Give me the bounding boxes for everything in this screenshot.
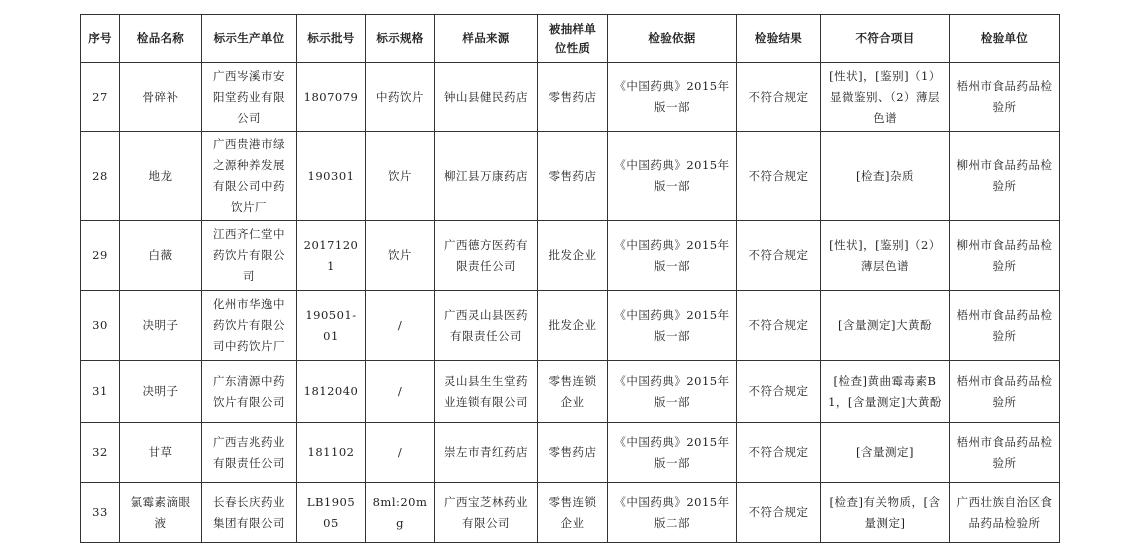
- cell-nonconforming-items: [性状]，[鉴别]（2）薄层色谱: [821, 221, 950, 291]
- cell-sample-source: 广西德方医药有限责任公司: [435, 221, 538, 291]
- cell-manufacturer: 化州市华逸中药饮片有限公司中药饮片厂: [202, 291, 297, 361]
- cell-test-basis: 《中国药典》2015年版一部: [608, 221, 737, 291]
- cell-seq: 30: [81, 291, 120, 361]
- cell-test-basis: 《中国药典》2015年版一部: [608, 132, 737, 221]
- table-row: [81, 221, 1060, 291]
- cell-sampled-unit-type: 批发企业: [538, 221, 608, 291]
- cell-manufacturer: 广西吉兆药业有限责任公司: [202, 423, 297, 483]
- table-row: [81, 63, 1060, 132]
- cell-sampled-unit-type: 零售连锁企业: [538, 483, 608, 543]
- cell-test-basis: 《中国药典》2015年版二部: [608, 483, 737, 543]
- cell-batch-no: 190301: [297, 132, 366, 221]
- cell-test-basis: 《中国药典》2015年版一部: [608, 63, 737, 132]
- header-manufacturer: 标示生产单位: [202, 15, 297, 63]
- cell-test-result: 不符合规定: [737, 361, 821, 423]
- cell-nonconforming-items: [检查]有关物质，[含量测定]: [821, 483, 950, 543]
- header-sample-source: 样品来源: [435, 15, 538, 63]
- cell-nonconforming-items: [含量测定]: [821, 423, 950, 483]
- cell-manufacturer: 广东清源中药饮片有限公司: [202, 361, 297, 423]
- header-test-result: 检验结果: [737, 15, 821, 63]
- cell-spec: 8ml:20mg: [366, 483, 435, 543]
- cell-seq: 33: [81, 483, 120, 543]
- header-testing-unit: 检验单位: [950, 15, 1060, 63]
- header-seq: 序号: [81, 15, 120, 63]
- cell-sampled-unit-type: 零售药店: [538, 423, 608, 483]
- cell-spec: /: [366, 361, 435, 423]
- table-row: [81, 423, 1060, 483]
- cell-testing-unit: 梧州市食品药品检验所: [950, 63, 1060, 132]
- cell-seq: 31: [81, 361, 120, 423]
- cell-testing-unit: 梧州市食品药品检验所: [950, 423, 1060, 483]
- cell-test-basis: 《中国药典》2015年版一部: [608, 291, 737, 361]
- cell-manufacturer: 长春长庆药业集团有限公司: [202, 483, 297, 543]
- inspection-results-table: [80, 14, 1060, 543]
- cell-manufacturer: 广西岑溪市安阳堂药业有限公司: [202, 63, 297, 132]
- cell-seq: 29: [81, 221, 120, 291]
- table-row: [81, 483, 1060, 543]
- cell-seq: 32: [81, 423, 120, 483]
- cell-batch-no: 1812040: [297, 361, 366, 423]
- cell-spec: /: [366, 291, 435, 361]
- cell-sampled-unit-type: 零售药店: [538, 63, 608, 132]
- table-row: [81, 132, 1060, 221]
- cell-batch-no: 1807079: [297, 63, 366, 132]
- cell-batch-no: 181102: [297, 423, 366, 483]
- header-sampled-unit-type: 被抽样单位性质: [538, 15, 608, 63]
- cell-sampled-unit-type: 零售连锁企业: [538, 361, 608, 423]
- cell-product-name: 骨碎补: [120, 63, 202, 132]
- cell-sample-source: 灵山县生生堂药业连锁有限公司: [435, 361, 538, 423]
- header-test-basis: 检验依据: [608, 15, 737, 63]
- header-nonconforming-items: 不符合项目: [821, 15, 950, 63]
- cell-batch-no: 20171201: [297, 221, 366, 291]
- cell-sample-source: 广西宝芝林药业有限公司: [435, 483, 538, 543]
- cell-testing-unit: 梧州市食品药品检验所: [950, 361, 1060, 423]
- cell-product-name: 甘草: [120, 423, 202, 483]
- cell-batch-no: 190501-01: [297, 291, 366, 361]
- cell-spec: 中药饮片: [366, 63, 435, 132]
- cell-sample-source: 广西灵山县医药有限责任公司: [435, 291, 538, 361]
- cell-sample-source: 崇左市青红药店: [435, 423, 538, 483]
- cell-batch-no: LB190505: [297, 483, 366, 543]
- cell-spec: 饮片: [366, 132, 435, 221]
- header-batch-no: 标示批号: [297, 15, 366, 63]
- table-row: [81, 291, 1060, 361]
- table-header-row: [81, 15, 1060, 63]
- cell-nonconforming-items: [检查]杂质: [821, 132, 950, 221]
- table-row: [81, 361, 1060, 423]
- cell-test-basis: 《中国药典》2015年版一部: [608, 361, 737, 423]
- cell-testing-unit: 梧州市食品药品检验所: [950, 291, 1060, 361]
- cell-seq: 28: [81, 132, 120, 221]
- cell-testing-unit: 柳州市食品药品检验所: [950, 132, 1060, 221]
- cell-test-result: 不符合规定: [737, 291, 821, 361]
- cell-spec: /: [366, 423, 435, 483]
- cell-sample-source: 柳江县万康药店: [435, 132, 538, 221]
- cell-product-name: 氯霉素滴眼液: [120, 483, 202, 543]
- cell-seq: 27: [81, 63, 120, 132]
- cell-spec: 饮片: [366, 221, 435, 291]
- cell-testing-unit: 广西壮族自治区食品药品检验所: [950, 483, 1060, 543]
- cell-test-basis: 《中国药典》2015年版一部: [608, 423, 737, 483]
- header-spec: 标示规格: [366, 15, 435, 63]
- cell-testing-unit: 柳州市食品药品检验所: [950, 221, 1060, 291]
- cell-product-name: 决明子: [120, 291, 202, 361]
- cell-sample-source: 钟山县健民药店: [435, 63, 538, 132]
- cell-manufacturer: 江西齐仁堂中药饮片有限公司: [202, 221, 297, 291]
- cell-nonconforming-items: [含量测定]大黄酚: [821, 291, 950, 361]
- cell-test-result: 不符合规定: [737, 63, 821, 132]
- cell-manufacturer: 广西贵港市绿之源种养发展有限公司中药饮片厂: [202, 132, 297, 221]
- header-product-name: 检品名称: [120, 15, 202, 63]
- cell-test-result: 不符合规定: [737, 483, 821, 543]
- cell-test-result: 不符合规定: [737, 132, 821, 221]
- cell-nonconforming-items: [性状]，[鉴别]（1）显微鉴别、（2）薄层色谱: [821, 63, 950, 132]
- cell-sampled-unit-type: 零售药店: [538, 132, 608, 221]
- cell-nonconforming-items: [检查]黄曲霉毒素B1，[含量测定]大黄酚: [821, 361, 950, 423]
- cell-product-name: 白薇: [120, 221, 202, 291]
- cell-test-result: 不符合规定: [737, 423, 821, 483]
- cell-product-name: 地龙: [120, 132, 202, 221]
- cell-product-name: 决明子: [120, 361, 202, 423]
- cell-sampled-unit-type: 批发企业: [538, 291, 608, 361]
- cell-test-result: 不符合规定: [737, 221, 821, 291]
